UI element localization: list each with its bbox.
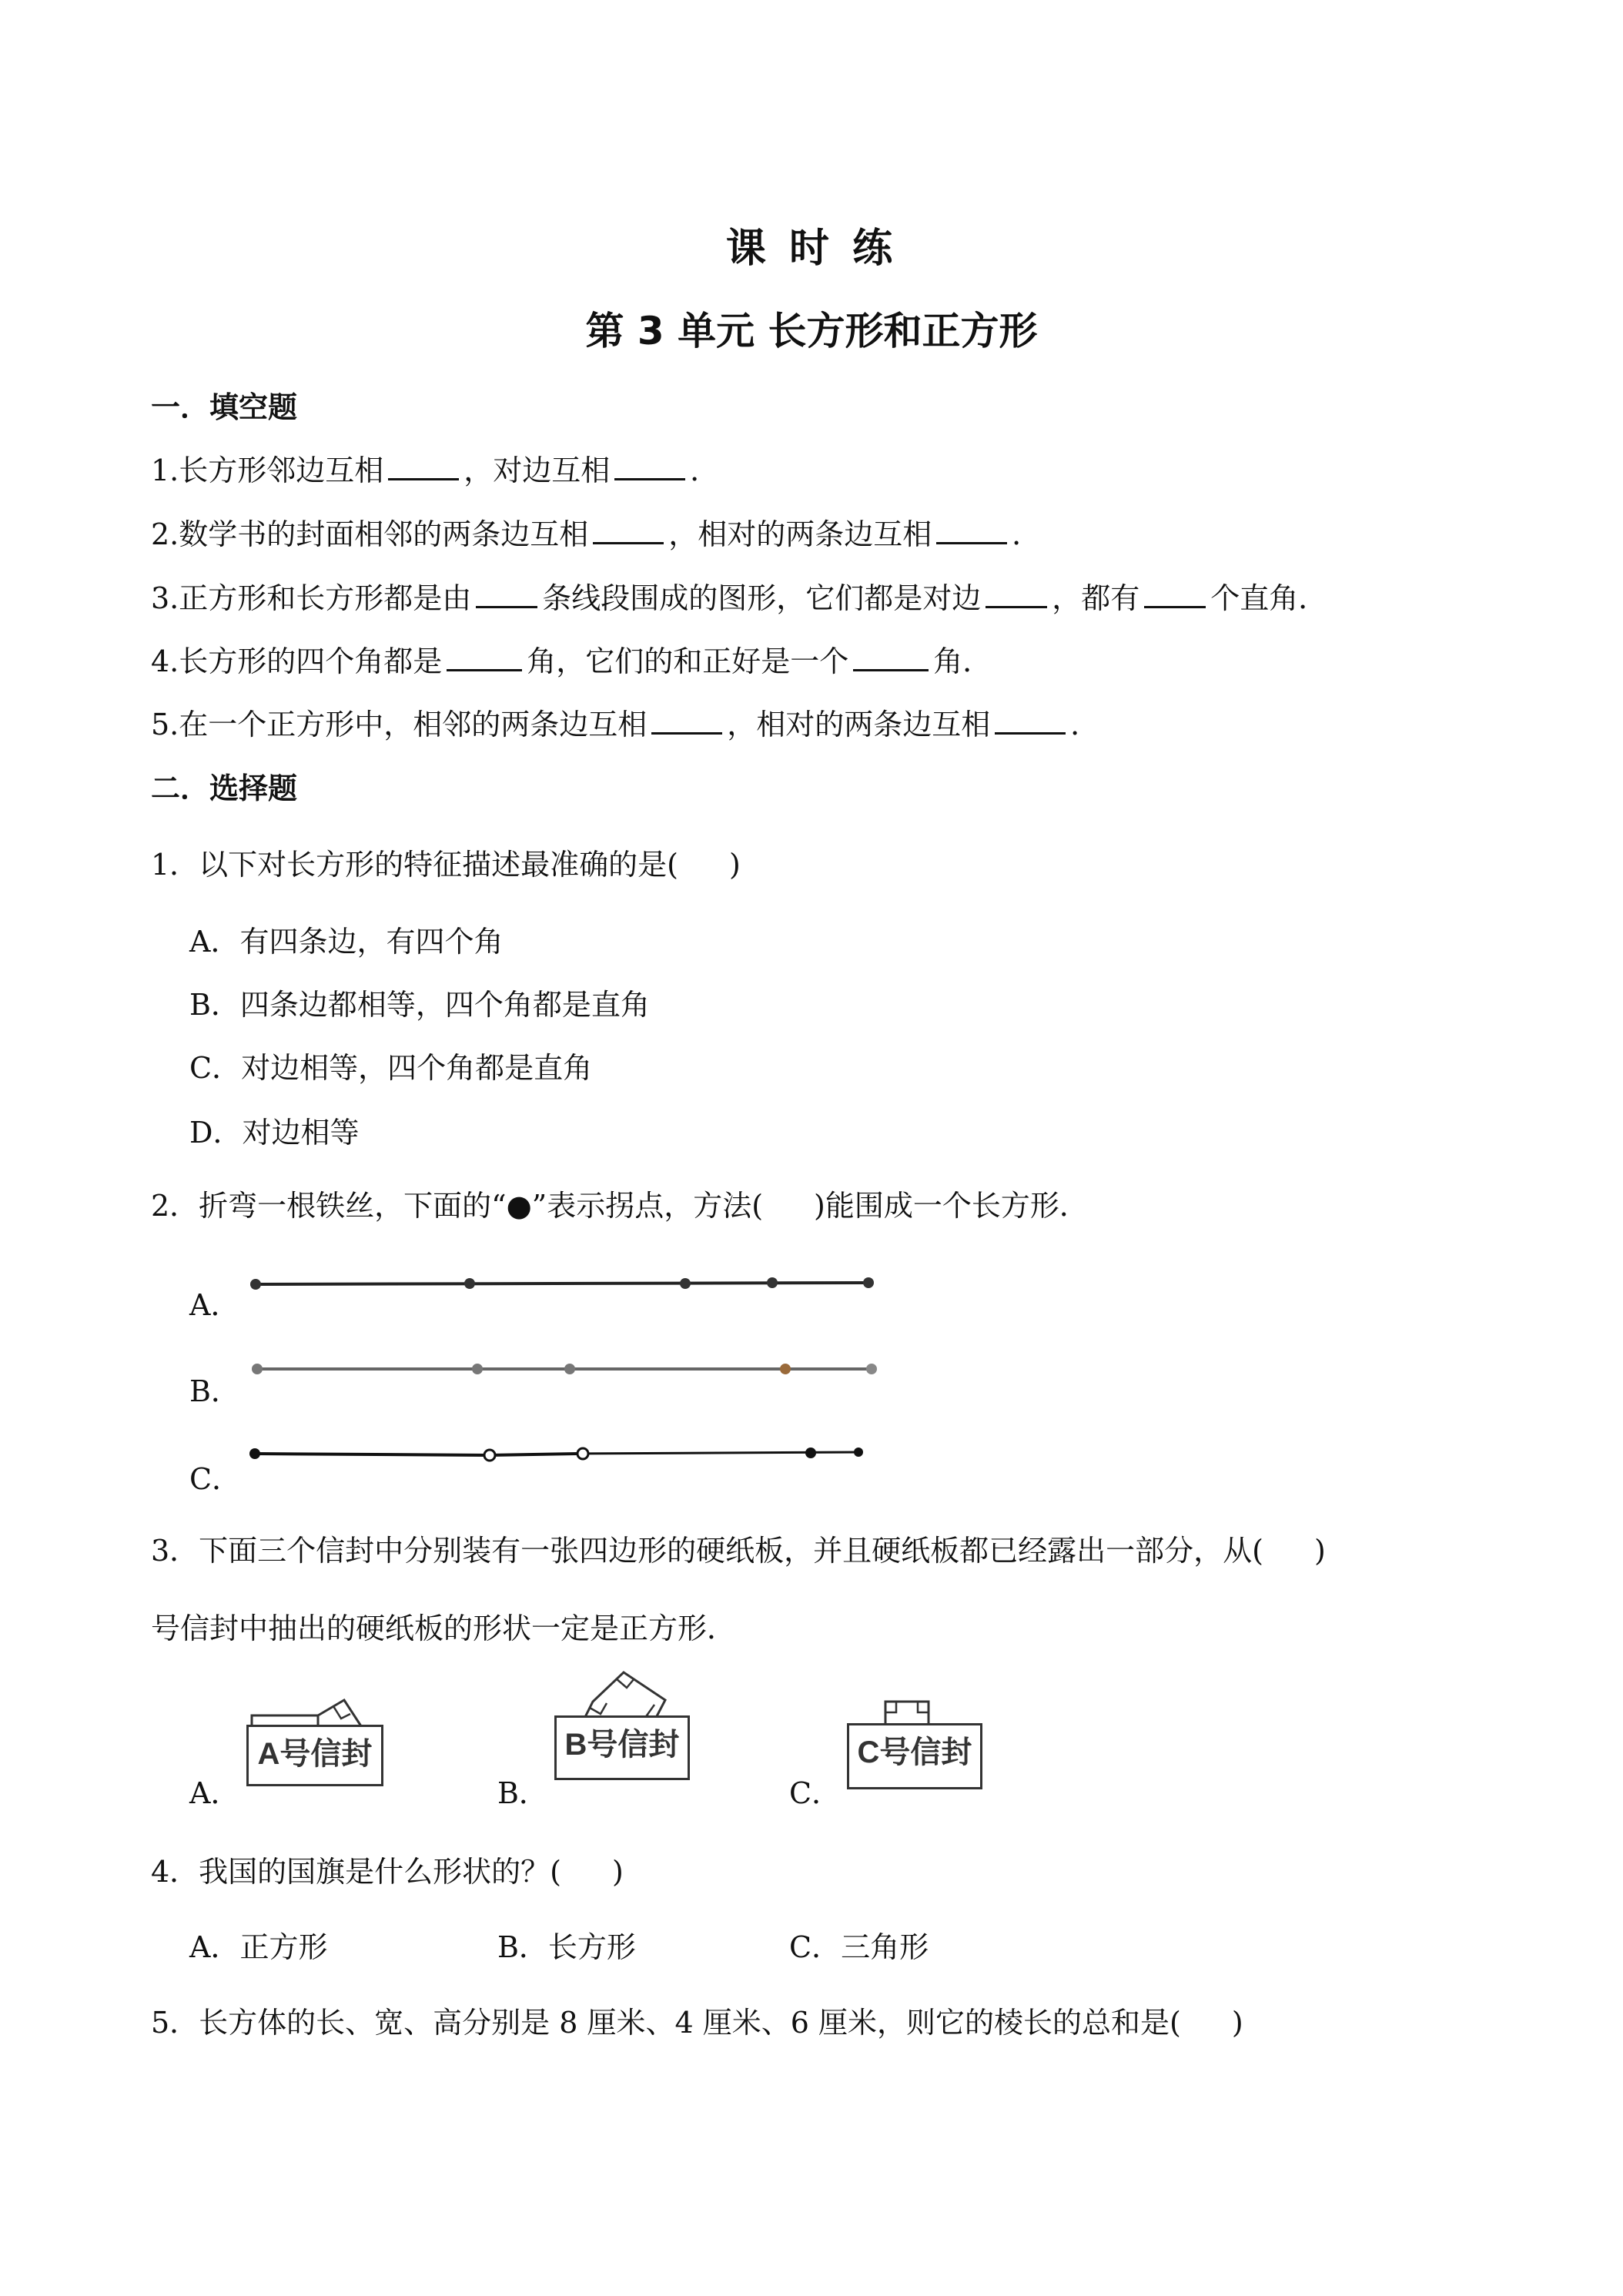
choice-q4-stem: 4．我国的国旗是什么形状的？(: [151, 1855, 562, 1889]
fill-q2-text-b: ，相对的两条边互相: [668, 517, 932, 551]
wire-option-a-diagram: [246, 1263, 909, 1301]
fill-question-1: [151, 447, 719, 489]
bend-point: [484, 1450, 495, 1461]
fill-q2-text-c: ．: [1012, 517, 1042, 551]
bend-point: [464, 1278, 475, 1289]
choice-q4-option-b[interactable]: B．长方形: [497, 1930, 636, 1964]
choice-q1-option-a[interactable]: A．有四条边，有四个角: [189, 925, 504, 959]
answer-blank[interactable]: [651, 703, 722, 735]
choice-question-4: [151, 1848, 624, 1890]
choice-question-1: [151, 841, 741, 883]
answer-blank[interactable]: [614, 449, 685, 480]
choice-q4-close: ): [612, 1855, 624, 1889]
choice-q2-stem: 2．折弯一根铁丝，下面的“●”表示拐点，方法(: [151, 1189, 764, 1223]
choice-q1-option-b[interactable]: B．四条边都相等，四个角都是直角: [189, 988, 650, 1022]
fill-q5-text-c: ．: [1070, 708, 1100, 741]
section-fill-in-heading: 一．填空题: [151, 390, 298, 424]
choice-q1-stem: 1．以下对长方形的特征描述最准确的是(: [151, 848, 679, 882]
answer-blank[interactable]: [1144, 577, 1206, 608]
wire-option-b-diagram: [246, 1349, 909, 1387]
choice-q2-option-a-label[interactable]: A．: [189, 1288, 240, 1322]
bend-point: [564, 1364, 575, 1374]
choice-q1-option-d[interactable]: D．对边相等: [189, 1116, 360, 1150]
answer-blank[interactable]: [593, 513, 664, 544]
answer-blank[interactable]: [388, 449, 459, 480]
choice-q2-option-c-label[interactable]: C．: [189, 1462, 242, 1496]
fill-q1-text-a: 1.长方形邻边互相: [151, 454, 384, 487]
answer-blank[interactable]: [986, 577, 1047, 608]
bend-point: [854, 1448, 863, 1457]
fill-q4-text-b: 角，它们的和正好是一个: [527, 644, 849, 678]
wire-segment: [254, 1283, 870, 1284]
choice-q3-stem: 3．下面三个信封中分别装有一张四边形的硬纸板，并且硬纸板都已经露出一部分，从(: [151, 1534, 1264, 1568]
answer-blank[interactable]: [995, 703, 1066, 735]
fill-question-3: [151, 574, 1327, 617]
choice-q3-option-b-label[interactable]: B．: [497, 1776, 548, 1810]
fill-q3-text-a: 3.正方形和长方形都是由: [151, 581, 472, 615]
choice-question-3-line-2: 号信封中抽出的硬纸板的形状一定是正方形．: [151, 1612, 737, 1645]
fill-q5-text-b: ，相对的两条边互相: [727, 708, 991, 741]
choice-q1-option-c[interactable]: C．对边相等，四个角都是直角: [189, 1051, 593, 1085]
bend-point: [866, 1364, 877, 1374]
choice-q2-stem-end: )能围成一个长方形．: [814, 1189, 1089, 1223]
choice-q3-option-c-label[interactable]: C．: [789, 1776, 842, 1810]
bend-point: [767, 1277, 778, 1288]
fill-question-4: [151, 638, 992, 680]
unit-subtitle: 第 3 单元 长方形和正方形: [585, 309, 1038, 353]
fill-q3-text-c: ，都有: [1052, 581, 1140, 615]
section-choice-heading: 二．选择题: [151, 771, 298, 805]
bend-point: [780, 1364, 791, 1374]
bend-point: [249, 1448, 260, 1459]
fill-q1-text-c: ．: [690, 454, 720, 487]
fill-question-5: [151, 701, 1099, 743]
answer-blank[interactable]: [447, 640, 522, 671]
choice-q2-option-b-label[interactable]: B．: [189, 1374, 240, 1408]
choice-question-3: [151, 1527, 1326, 1569]
page-title: 课 时 练: [725, 226, 898, 272]
fill-q3-text-d: 个直角．: [1210, 581, 1328, 615]
choice-question-5: [151, 1999, 1243, 2041]
answer-blank[interactable]: [853, 640, 929, 671]
choice-q5-stem: 5．长方体的长、宽、高分别是 8 厘米、4 厘米、6 厘米，则它的棱长的总和是(: [151, 2006, 1181, 2040]
wire-segment: [489, 1454, 577, 1455]
wire-segment: [254, 1454, 489, 1455]
envelope-a: A号信封: [246, 1725, 383, 1786]
fill-q4-text-c: 角．: [933, 644, 992, 678]
choice-q1-close: ): [729, 848, 741, 882]
fill-q5-text-a: 5.在一个正方形中，相邻的两条边互相: [151, 708, 648, 741]
bend-point: [250, 1279, 261, 1290]
fill-question-2: [151, 510, 1041, 553]
bend-point: [472, 1364, 483, 1374]
envelope-c: C号信封: [847, 1723, 982, 1789]
choice-question-2: [151, 1182, 1089, 1224]
bend-point: [252, 1364, 263, 1374]
choice-q5-close: ): [1231, 2006, 1243, 2040]
bend-point: [577, 1448, 588, 1459]
fill-q4-text-a: 4.长方形的四个角都是: [151, 644, 443, 678]
bend-point: [863, 1277, 874, 1288]
bend-point: [805, 1448, 816, 1458]
answer-blank[interactable]: [936, 513, 1007, 544]
fill-q2-text-a: 2.数学书的封面相邻的两条边互相: [151, 517, 589, 551]
choice-q3-close: ): [1314, 1534, 1326, 1568]
choice-q3-option-a-label[interactable]: A．: [189, 1776, 240, 1810]
wire-segment: [577, 1452, 862, 1454]
choice-q4-option-c[interactable]: C．三角形: [789, 1930, 929, 1964]
answer-blank[interactable]: [476, 577, 537, 608]
choice-q4-option-a[interactable]: A．正方形: [189, 1930, 328, 1964]
fill-q3-text-b: 条线段围成的图形，它们都是对边: [542, 581, 982, 615]
wire-option-c-diagram: [246, 1434, 909, 1472]
envelope-b: B号信封: [554, 1715, 690, 1780]
fill-q1-text-b: ，对边互相: [463, 454, 611, 487]
bend-point: [680, 1278, 691, 1289]
